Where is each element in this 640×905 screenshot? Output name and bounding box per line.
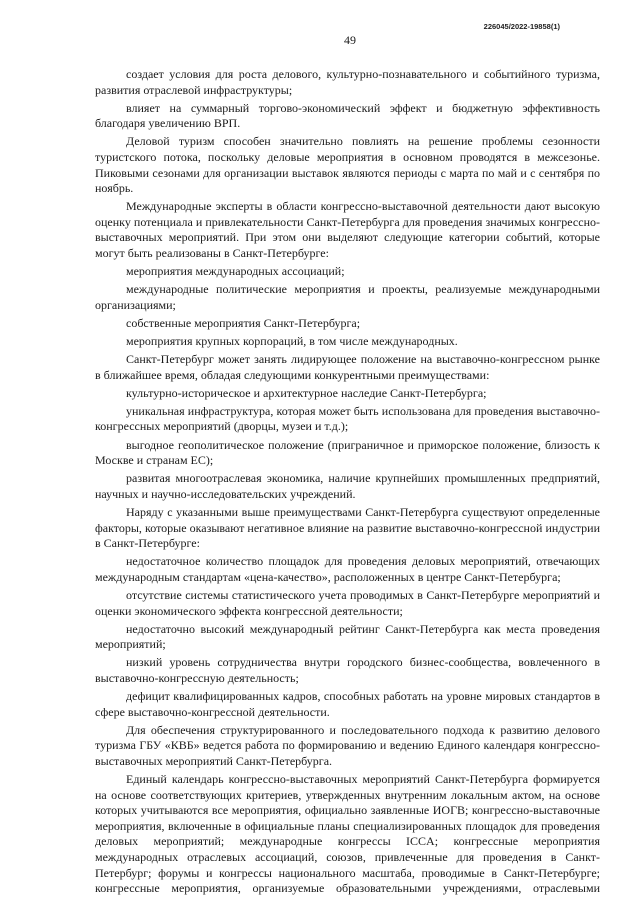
list-item: развитая многоотраслевая экономика, наличие крупнейших промышленных предприятий, научных и научно-исследовательских учреждений. [95,471,600,501]
paragraph: Деловой туризм способен значительно повлиять на решение проблемы сезонности туристского потока, поскольку деловые мероприятия в основном проводятся в межсезонье. Пиковыми сезонами для организации выставок являются периоды с марта по май и с сентября по ноябрь. [95,134,600,196]
list-item: дефицит квалифицированных кадров, способных работать на уровне мировых стандартов в сфере выставочно-конгрессной деятельности. [95,688,600,719]
list-item: международные политические мероприятия и проекты, реализуемые международными организациями; [95,282,600,312]
list-item: недостаточно высокий международный рейтинг Санкт-Петербурга как места проведения мероприятий; [95,621,600,652]
list-item: отсутствие системы статистического учета проводимых в Санкт-Петербурге мероприятий и оценки экономического эффекта конгрессной деятельности; [95,587,600,618]
list-item: мероприятия крупных корпораций, в том числе международных. [126,334,458,348]
list-item: собственные мероприятия Санкт-Петербурга; [126,315,361,330]
list-item: низкий уровень сотрудничества внутри городского бизнес-сообщества, вовлеченного в выставочно-конгрессную деятельность; [95,655,600,685]
page-number: 49 [344,33,356,47]
paragraph: создает условия для роста делового, культурно-познавательного и событийного туризма, развития отраслевой инфраструктуры; [95,67,600,97]
paragraph: Санкт-Петербург может занять лидирующее положение на выставочно-конгрессном рынке в ближайшее время, обладая следующими конкурентными преимуществами: [95,352,600,382]
document-id: 226045/2022-19858(1) [483,22,560,31]
paragraph: Наряду с указанными выше преимуществами Санкт-Петербурга существуют определенные факторы, которые оказывают негативное влияние на развитие выставочно-конгрессной индустрии в Санкт-Петербурге: [95,504,600,551]
list-item: недостаточное количество площадок для проведения деловых мероприятий, отвечающих международным стандартам «цена-качество», расположенных в центре Санкт-Петербурга; [95,554,600,584]
document-body [95,67,600,899]
list-item: мероприятия международных ассоциаций; [126,264,345,279]
paragraph: Международные эксперты в области конгрессно-выставочной деятельности дают высокую оценку потенциала и привлекательности Санкт-Петербурга для проведения значимых конгрессно-выставочных мероприятий. При этом они выделяют следующие категории событий, которые могут быть реализованы в Санкт-Петербурге: [95,199,600,261]
list-item: уникальная инфраструктура, которая может быть использована для проведения выставочно-конгрессных мероприятий (дворцы, музеи и т.д.); [95,403,600,434]
paragraph: Единый календарь конгрессно-выставочных мероприятий Санкт-Петербурга формируется на основе соответствующих критериев, утвержденных внутренним локальным актом, на основе которых учитываются все мероприятия, официально заявленные ИОГВ; конгрессно-выставочные мероприятия, включенные в официальные планы специализированных площадок для проведения деловых мероприятий; международные конгрессы ICCA; конгрессные мероприятия международных отраслевых ассоциаций, союзов, привлеченные для проведения в Санкт-Петербург; форумы и конгрессы национального масштаба, проводимые в Санкт-Петербурге; конгрессные мероприятия, организуемые образовательными учреждениями, отраслевыми [95,771,600,896]
paragraph: Для обеспечения структурированного и последовательного подхода к развитию делового туризма ГБУ «КВБ» ведется работа по формированию и ведению Единого календаря конгрессно-выставочных мероприятий Санкт-Петербурга. [95,722,600,768]
paragraph: влияет на суммарный торгово-экономический эффект и бюджетную эффективность благодаря увеличению ВРП. [95,100,600,131]
list-item: культурно-историческое и архитектурное наследие Санкт-Петербурга; [126,385,487,400]
list-item: выгодное геополитическое положение (приграничное и приморское положение, близость к Москве и странам ЕС); [95,437,600,468]
